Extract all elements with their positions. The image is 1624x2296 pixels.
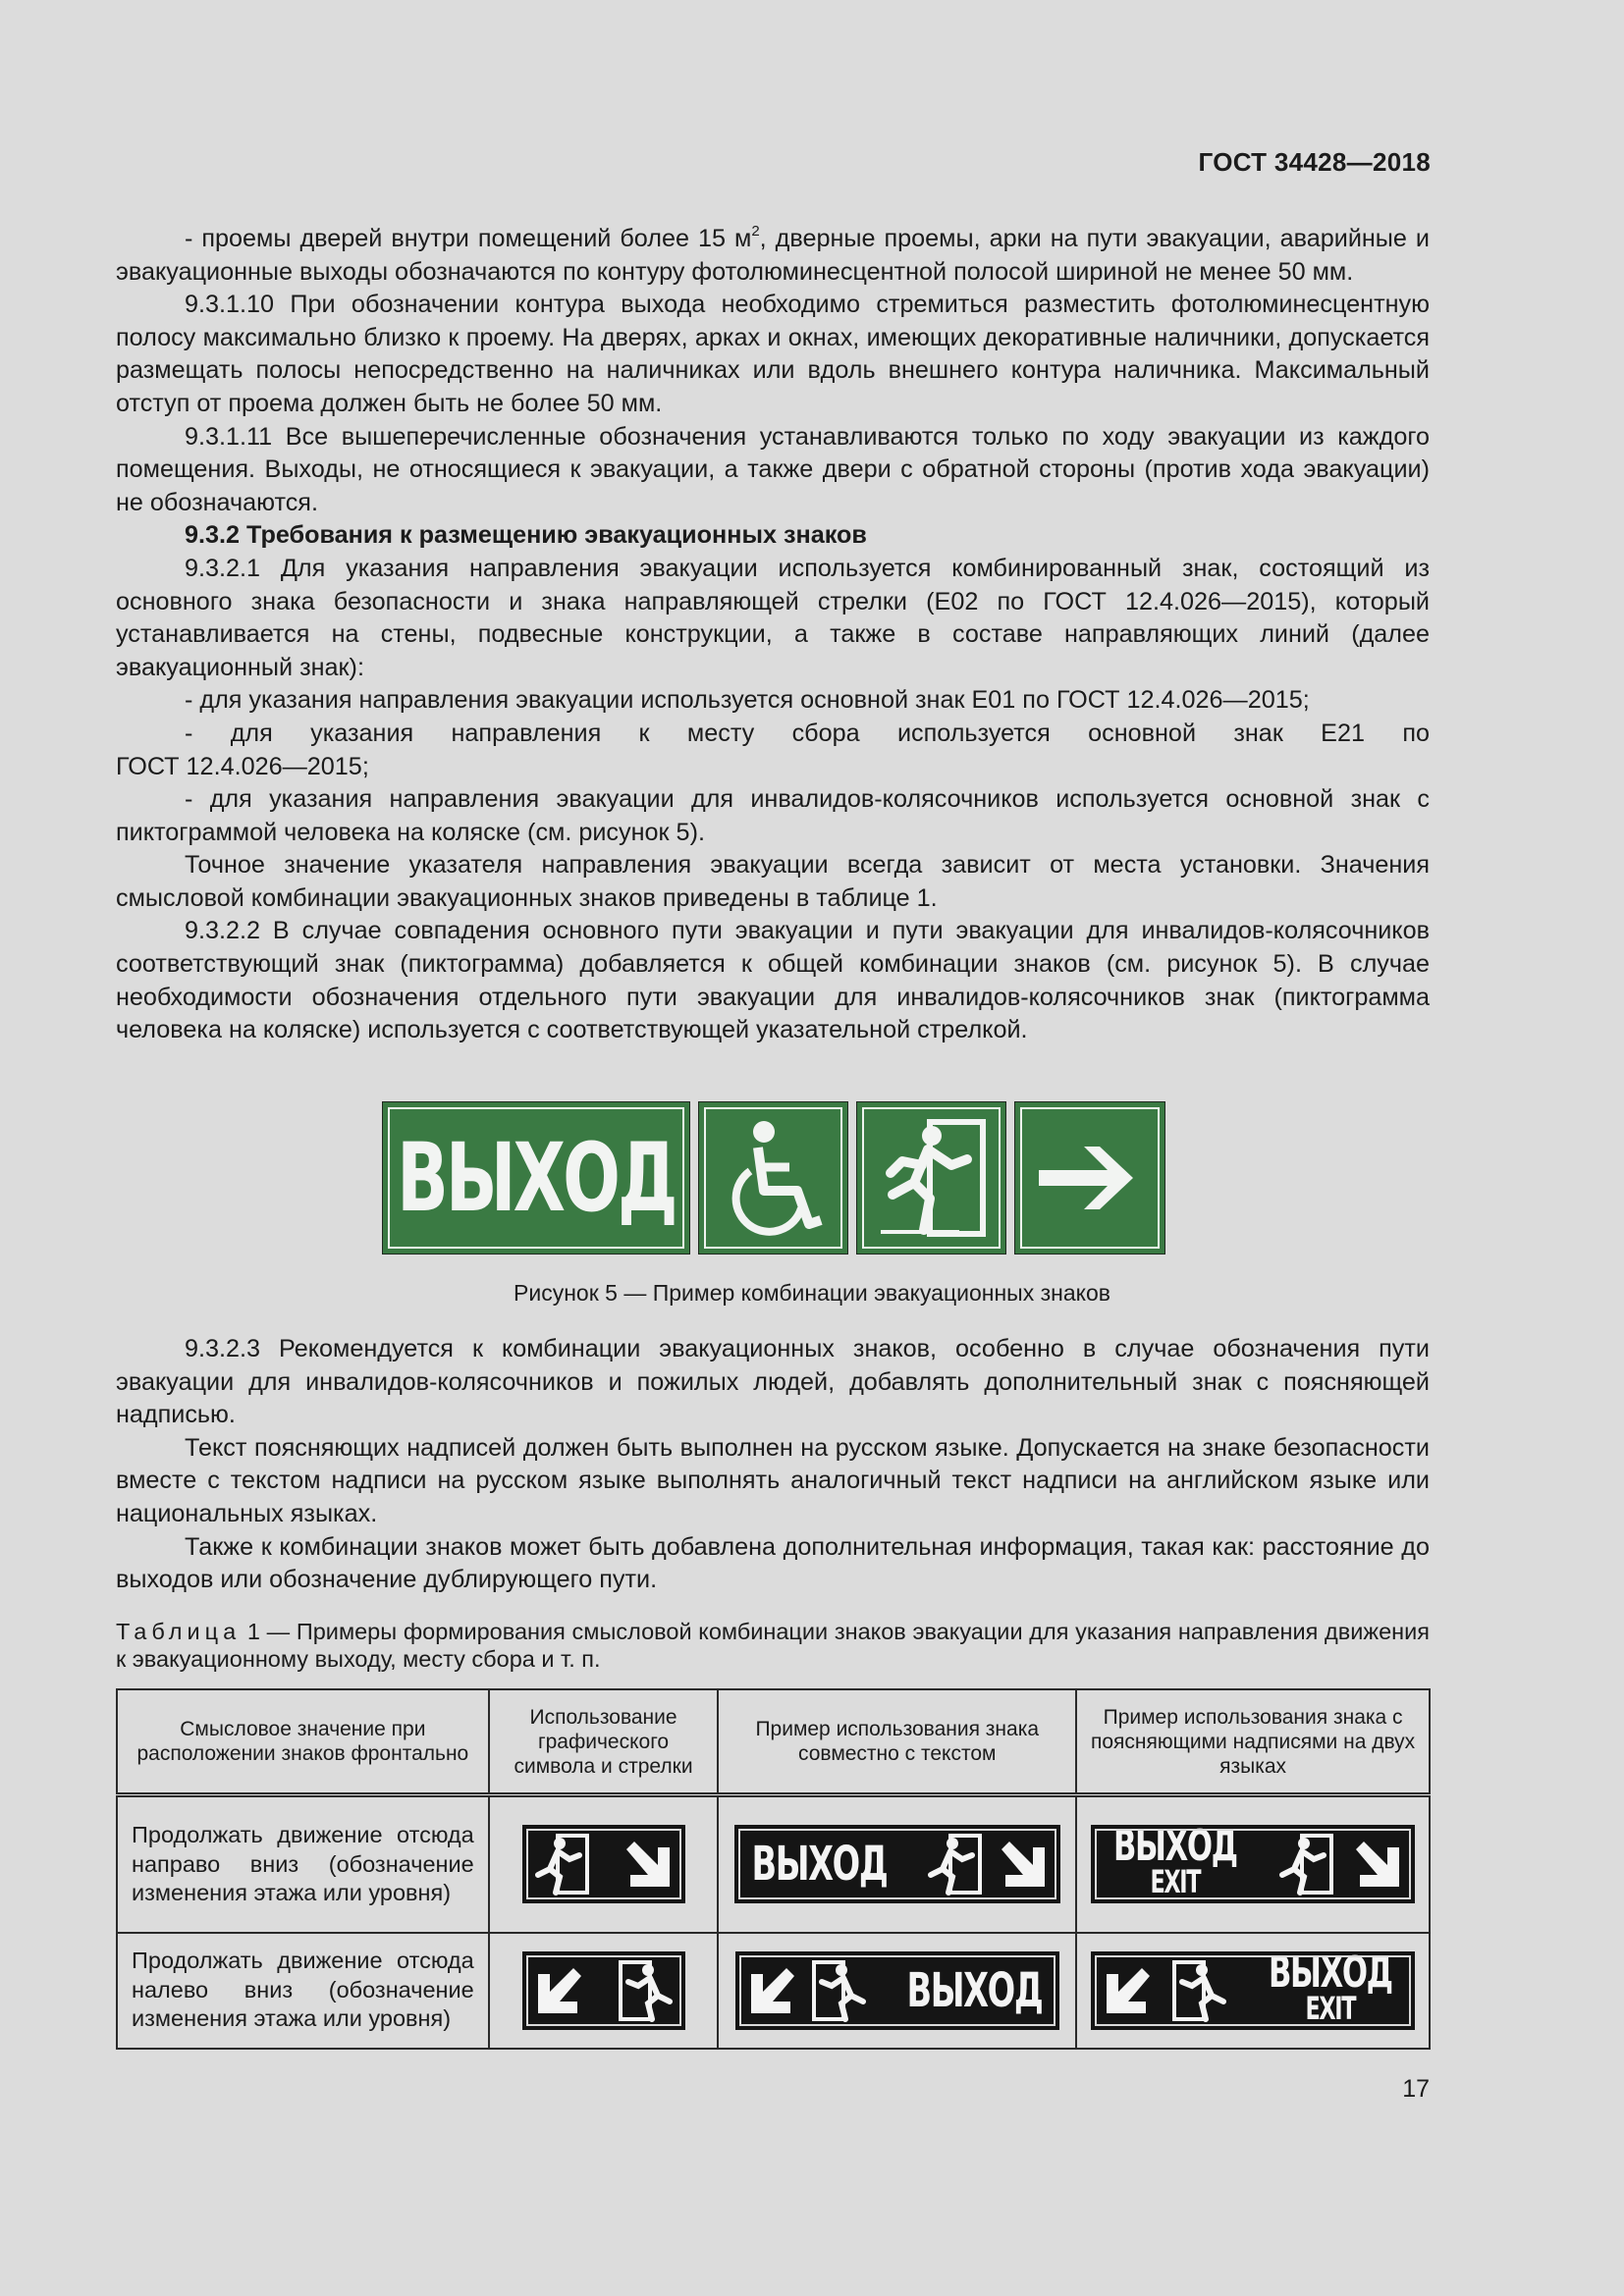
body-text-lower	[116, 1333, 1430, 1597]
standard-header: ГОСТ 34428—2018	[1198, 147, 1431, 177]
bilingual-label	[1113, 1821, 1237, 1901]
paragraph: - для указания направления эвакуации используется основной знак Е01 по ГОСТ 12.4.026—2015;	[185, 686, 1310, 715]
section-heading: 9.3.2 Требования к размещению эвакуационных знаков	[185, 521, 867, 550]
sign-vyhod-exit-arrow	[734, 1825, 1060, 1903]
exit-word-en: EXIT	[1305, 1989, 1356, 2027]
wheelchair-icon	[715, 1114, 833, 1242]
table-cell-symbol	[489, 1933, 719, 2049]
table-cell-symbol	[489, 1795, 719, 1933]
arrow-right-icon	[1031, 1129, 1149, 1227]
bilingual-label	[1269, 1947, 1393, 2027]
paragraph: Также к комбинации знаков может быть добавлена дополнительная информация, такая как: расстояние до выходов или обозначение дублирующего пути.	[116, 1532, 1430, 1594]
table-header: Использование графического символа и стрелки	[489, 1689, 719, 1795]
table-cell-bilingual-example	[1076, 1933, 1430, 2049]
table-row	[117, 1795, 1430, 1933]
sign-exit-arrow-down-right	[522, 1825, 685, 1903]
page-number: 17	[1402, 2075, 1430, 2103]
sign-vyhod-exit-bilingual	[1091, 1821, 1415, 1903]
table-header: Смысловое значение при расположении знаков фронтально	[117, 1689, 489, 1795]
exit-word-ru: ВЫХОД	[1113, 1821, 1237, 1872]
running-man-left-icon	[810, 1958, 871, 2023]
table-label: Таблица	[116, 1619, 242, 1644]
paragraph: ГОСТ 12.4.026—2015;	[116, 752, 369, 780]
sign-arrow-exit-bilingual	[1091, 1947, 1415, 2030]
figure-5	[382, 1101, 1167, 1256]
signs-table	[116, 1688, 1431, 2050]
running-man-exit-sign	[856, 1101, 1006, 1255]
arrow-down-left-icon	[743, 1960, 804, 2021]
arrow-right-sign	[1014, 1101, 1165, 1255]
arrow-down-right-icon	[1346, 1834, 1407, 1895]
exit-word-sign	[382, 1101, 690, 1255]
running-man-icon	[1274, 1832, 1335, 1896]
arrow-down-right-icon	[992, 1834, 1053, 1895]
exit-word: ВЫХОД	[397, 1123, 676, 1233]
paragraph: Точное значение указателя направления эвакуации всегда зависит от места установки. Значения смысловой комбинации эвакуационных знаков приведены в таблице 1.	[116, 851, 1430, 912]
running-man-icon	[923, 1832, 984, 1896]
arrow-down-left-icon	[530, 1960, 591, 2021]
arrow-down-left-icon	[1099, 1960, 1160, 2021]
running-man-left-icon	[1170, 1958, 1231, 2023]
table-header-row	[117, 1689, 1430, 1795]
paragraph: 9.3.1.11 Все вышеперечисленные обозначения устанавливаются только по ходу эвакуации из каждого помещения. Выходы, не относящиеся к эвакуации, а также двери с обратной стороны (против хода эвакуации) не обозначаются.	[116, 422, 1430, 516]
table-cell-text-example	[718, 1933, 1076, 2049]
table-caption-text: 1 — Примеры формирования смысловой комбинации знаков эвакуации для указания направления движения к эвакуационному выходу, месту сбора и т. п.	[116, 1619, 1430, 1672]
paragraph: 9.3.1.10 При обозначении контура выхода необходимо стремиться разместить фотолюминесцентную полосу максимально близко к проему. На дверях, арках и окнах, имеющих декоративные наличники, допускается размещать полосы непосредственно на наличниках или вдоль внешнего контура наличника. Максимальный отступ от проема должен быть не более 50 мм.	[116, 291, 1430, 417]
running-man-left-icon	[617, 1958, 677, 2023]
exit-word: ВЫХОД	[906, 1962, 1043, 2018]
table-caption	[116, 1618, 1430, 1673]
table-cell-meaning: Продолжать движение отсюда налево вниз (обозначение изменения этажа или уровня)	[117, 1933, 489, 2049]
arrow-down-right-icon	[617, 1834, 677, 1895]
paragraph: - для указания направления эвакуации для инвалидов-колясочников используется основной знак с пиктограммой человека на коляске (см. рисунок 5).	[116, 785, 1430, 846]
exit-word: ВЫХОД	[751, 1837, 888, 1893]
sign-arrow-down-left-exit	[522, 1951, 685, 2030]
table-header: Пример использования знака совместно с текстом	[718, 1689, 1076, 1795]
paragraph: 9.3.2.3 Рекомендуется к комбинации эвакуационных знаков, особенно в случае обозначения пути эвакуации для инвалидов-колясочников и пожилых людей, добавлять дополнительный знак с поясняющей надписью.	[116, 1335, 1430, 1429]
exit-word-en: EXIT	[1150, 1863, 1201, 1901]
table-cell-text-example	[718, 1795, 1076, 1933]
paragraph-text: , дверные проемы, арки на пути эвакуации, аварийные и эвакуационные выходы обозначаются по контуру фотолюминесцентной полосой шириной не менее 50 мм.	[116, 225, 1430, 286]
body-text-upper	[116, 223, 1430, 1047]
table-header: Пример использования знака с поясняющими надписями на двух языках	[1076, 1689, 1430, 1795]
table-cell-meaning: Продолжать движение отсюда направо вниз (обозначение изменения этажа или уровня)	[117, 1795, 489, 1933]
running-man-icon	[530, 1832, 591, 1896]
table-row	[117, 1933, 1430, 2049]
paragraph: 9.3.2.1 Для указания направления эвакуации используется комбинированный знак, состоящий из основного знака безопасности и знака направляющей стрелки (Е02 по ГОСТ 12.4.026—2015), который устанавливается на стены, подвесные конструкции, а также в составе направляющих линий (далее эвакуационный знак):	[116, 554, 1430, 681]
paragraph	[116, 223, 1430, 289]
running-man-icon	[873, 1114, 991, 1242]
paragraph-text: - проемы дверей внутри помещений более 15 м	[185, 225, 752, 252]
paragraph: 9.3.2.2 В случае совпадения основного пути эвакуации и пути эвакуации для инвалидов-колясочников соответствующий знак (пиктограмма) добавляется к общей комбинации знаков (см. рисунок 5). В случае необходимости обозначения отдельного пути эвакуации для инвалидов-колясочников знак (пиктограмма человека на коляске) используется с соответствующей указательной стрелкой.	[116, 917, 1430, 1044]
paragraph: - для указания направления к месту сбора используется основной знак Е21 по	[185, 719, 1430, 747]
superscript: 2	[751, 223, 760, 240]
figure-caption: Рисунок 5 — Пример комбинации эвакуационных знаков	[514, 1280, 1110, 1306]
sign-arrow-exit-vyhod	[735, 1951, 1059, 2030]
paragraph: Текст поясняющих надписей должен быть выполнен на русском языке. Допускается на знаке безопасности вместе с текстом надписи на русском языке выполнять аналогичный текст надписи на английском языке или национальных языках.	[116, 1433, 1430, 1527]
wheelchair-sign	[698, 1101, 848, 1255]
table-cell-bilingual-example	[1076, 1795, 1430, 1933]
exit-word-ru: ВЫХОД	[1269, 1947, 1393, 1998]
